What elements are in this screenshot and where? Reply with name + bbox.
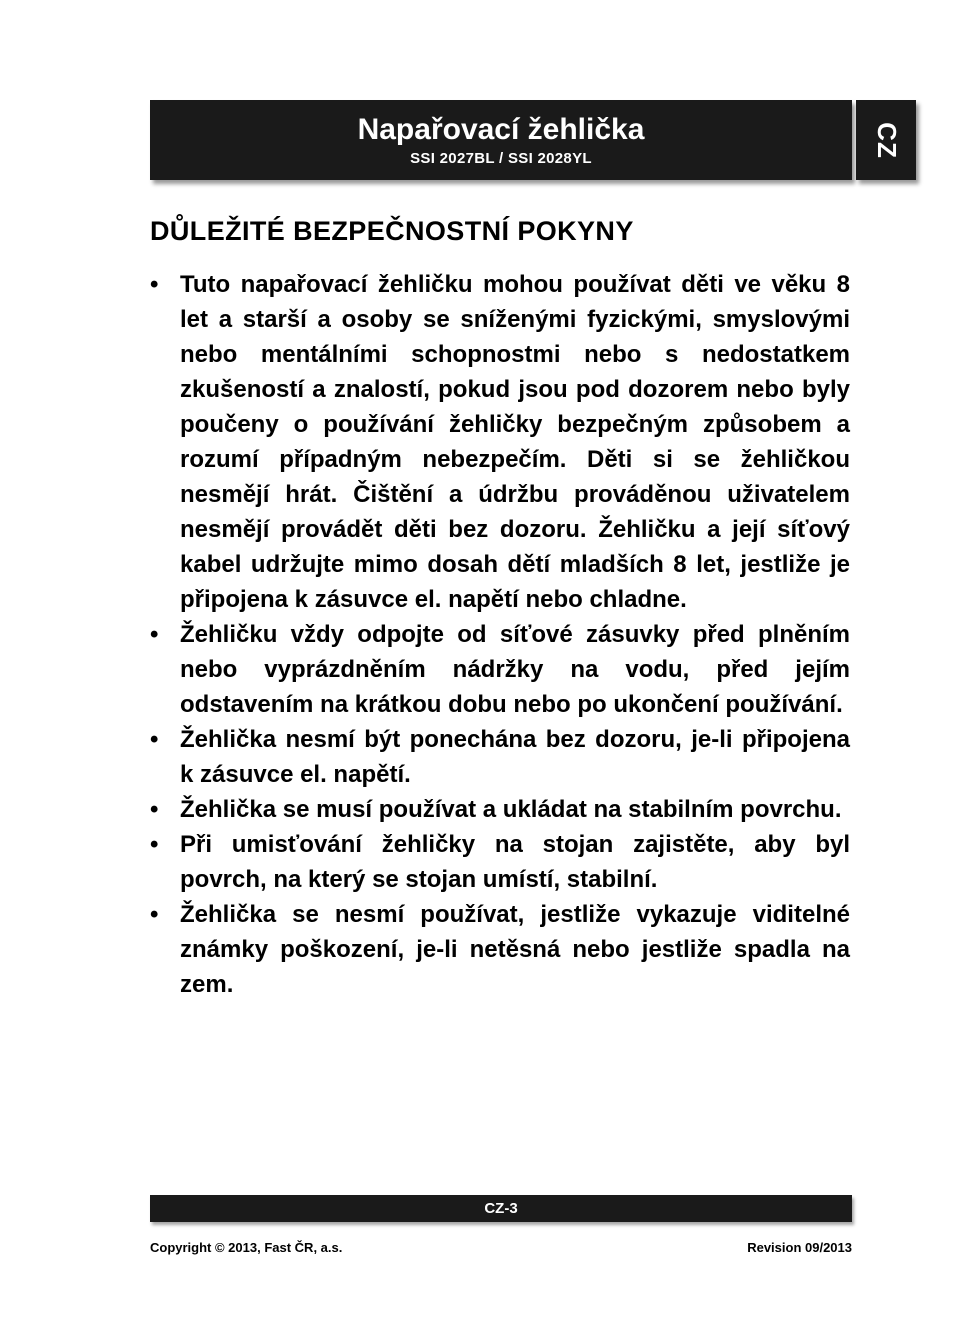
copyright-text: Copyright © 2013, Fast ČR, a.s. (150, 1240, 343, 1255)
revision-text: Revision 09/2013 (747, 1240, 852, 1255)
bullet-icon: • (150, 831, 159, 858)
list-item (150, 617, 850, 722)
header-bar (150, 100, 916, 180)
list-item (150, 827, 850, 897)
bullet-icon: • (150, 796, 159, 823)
bullet-text: Žehličku vždy odpojte od síťové zásuvky před plněním nebo vyprázdněním nádržky na vodu, před jejím odstavením na krátkou dobu nebo po ukončení používání. (180, 621, 850, 718)
section-heading: DŮLEŽITÉ BEZPEČNOSTNÍ POKYNY (150, 216, 634, 246)
content-area (150, 216, 850, 1002)
page-number: CZ-3 (484, 1200, 518, 1217)
bullet-text: Tuto napařovací žehličku mohou používat děti ve věku 8 let a starší a osoby se sníženými fyzickými, smyslovými nebo mentálními schopnostmi nebo s nedostatkem zkušeností a znalostí, pokud jsou pod dozorem nebo byly poučeny o používání žehličky bezpečným způsobem a rozumí případným nebezpečím. Děti si se žehličkou nesmějí hrát. Čištění a údržbu prováděnou uživatelem nesmějí provádět děti bez dozoru. Žehličku a její síťový kabel udržujte mimo dosah dětí mladších 8 let, jestliže je připojena k zásuvce el. napětí nebo chladne. (180, 271, 850, 613)
language-tab (856, 100, 916, 180)
page-title: Napařovací žehlička (357, 113, 645, 146)
bullet-icon: • (150, 726, 159, 753)
page-number-bar (150, 1195, 852, 1222)
footer-meta (150, 1240, 852, 1255)
bullet-text: Při umisťování žehličky na stojan zajistěte, aby byl povrch, na který se stojan umístí, stabilní. (180, 831, 850, 893)
list-item (150, 792, 850, 827)
bullet-text: Žehlička se musí používat a ukládat na stabilním povrchu. (180, 796, 842, 823)
title-bar (150, 100, 852, 180)
list-item (150, 897, 850, 1002)
bullet-icon: • (150, 271, 159, 298)
list-item (150, 722, 850, 792)
bullet-text: Žehlička nesmí být ponechána bez dozoru, je-li připojena k zásuvce el. napětí. (180, 726, 850, 788)
language-tab-label: CZ (871, 121, 902, 159)
bullet-icon: • (150, 621, 159, 648)
bullet-icon: • (150, 901, 159, 928)
list-item (150, 267, 850, 617)
model-numbers: SSI 2027BL / SSI 2028YL (410, 150, 592, 167)
bullet-list (150, 267, 850, 1002)
bullet-text: Žehlička se nesmí používat, jestliže vykazuje viditelné známky poškození, je-li netěsná nebo jestliže spadla na zem. (180, 901, 850, 998)
